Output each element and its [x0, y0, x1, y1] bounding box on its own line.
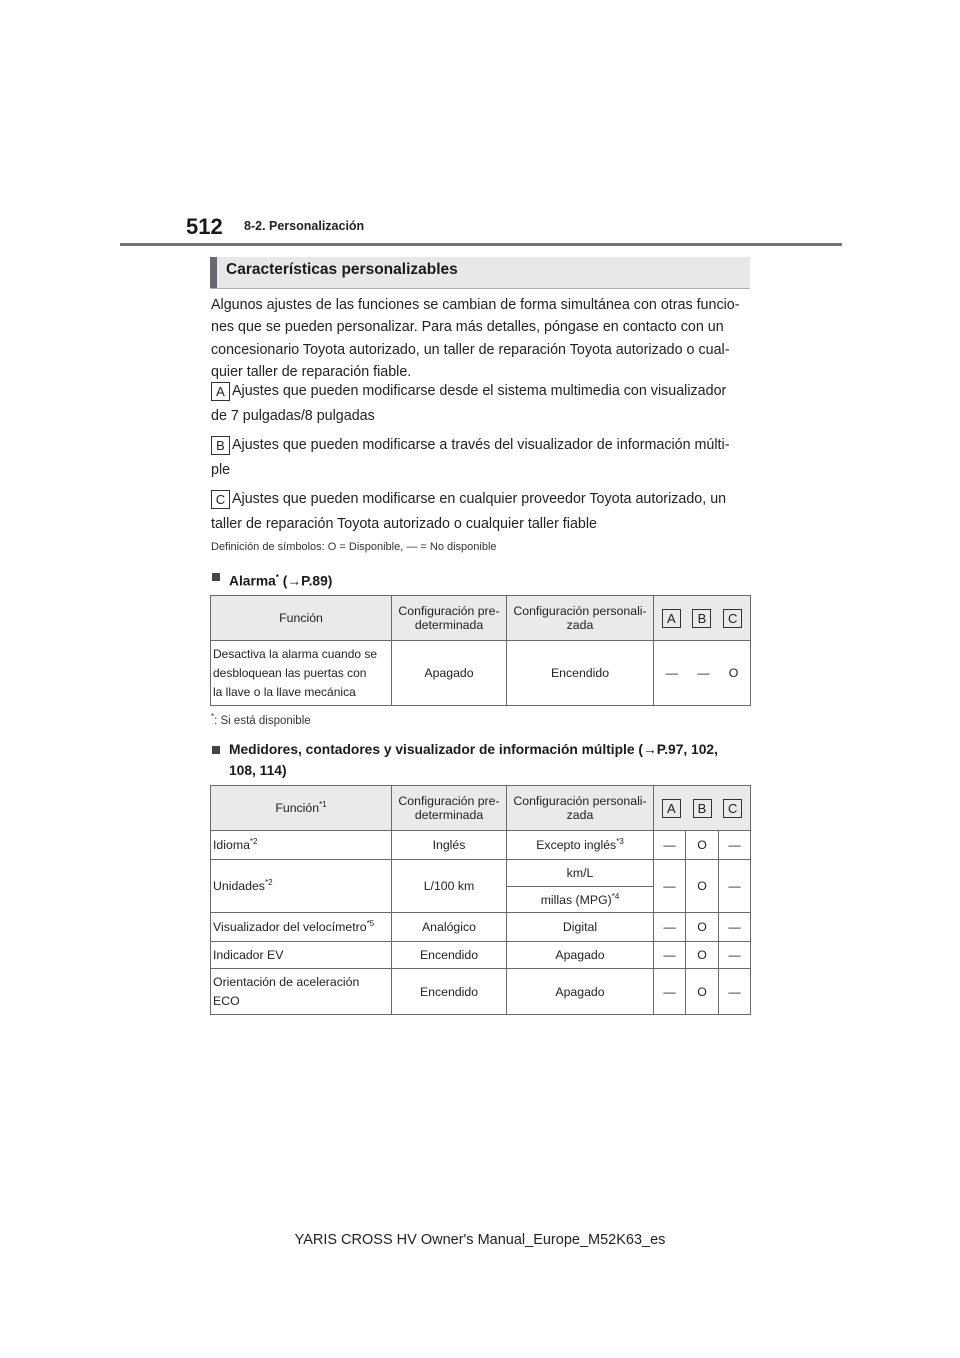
row-default: Apagado	[392, 641, 507, 706]
col-function: Función$^{*1}$	[211, 786, 392, 831]
col-abc: A B C	[654, 786, 751, 831]
alarm-title: Alarma* (→P.89)	[229, 573, 333, 589]
table-row: Visualizador del velocímetro$^{*5}$ Analógico Digital — O —	[211, 913, 751, 942]
meters-title: Medidores, contadores y visualizador de información múltiple (→P.97, 102, 108, 114)	[229, 742, 718, 778]
heading-bar	[210, 257, 217, 288]
row-function: Desactiva la alarma cuando se desbloquean las puertas con la llave o la llave mecánica	[211, 641, 392, 706]
footnote: *: Si está disponible	[211, 712, 311, 727]
heading-title: Características personalizables	[226, 261, 458, 278]
symbol-definition: Definición de símbolos: O = Disponible, — = No disponible	[211, 541, 497, 553]
legend-b-line1: Ajustes que pueden modificarse a través del visualizador de información múlti-	[232, 437, 730, 453]
intro-paragraph: Algunos ajustes de las funciones se cambian de forma simultánea con otras funcio-nes que se pueden personalizar. Para más detalles, póngase en contacto con un concesionario Toyota autorizado, un taller de reparación Toyota autorizado o cual-quier taller de reparación fiable.	[211, 297, 740, 380]
col-default: Configuración pre- determinada	[392, 596, 507, 641]
table-row: Indicador EV Encendido Apagado — O —	[211, 942, 751, 969]
bullet-square-icon	[212, 746, 220, 754]
col-abc: A B C	[654, 596, 751, 641]
col-default: Configuración pre- determinada	[392, 786, 507, 831]
legend-c-box: C	[211, 490, 230, 509]
col-custom: Configuración personali- zada	[507, 596, 654, 641]
table-row: Orientación de aceleración ECO Encendido Apagado — O —	[211, 969, 751, 1015]
table-row: millas (MPG)$^{*4}$	[211, 887, 751, 913]
page-number: 512	[186, 214, 223, 239]
legend-a-line2: de 7 pulgadas/8 pulgadas	[211, 408, 375, 424]
bullet-square-icon	[212, 573, 220, 581]
col-custom: Configuración personali- zada	[507, 786, 654, 831]
row-abc: — — O	[654, 641, 751, 706]
table-row: Idioma$^{*2}$ Inglés Excepto inglés$^{*3}$ — O —	[211, 831, 751, 860]
legend-a-line1: Ajustes que pueden modificarse desde el sistema multimedia con visualizador	[232, 383, 727, 399]
alarm-table	[210, 595, 751, 706]
table-row	[211, 641, 751, 706]
meters-table	[210, 785, 751, 1015]
legend-c-line2: taller de reparación Toyota autorizado o cualquier taller fiable	[211, 516, 597, 532]
row-custom: Encendido	[507, 641, 654, 706]
table-row: Unidades$^{*2}$ L/100 km km/L — O —	[211, 860, 751, 887]
legend-c-line1: Ajustes que pueden modificarse en cualquier proveedor Toyota autorizado, un	[232, 491, 727, 507]
legend-b-box: B	[211, 436, 230, 455]
header-rule	[120, 243, 842, 246]
col-function: Función	[211, 596, 392, 641]
legend-b-line2: ple	[211, 462, 231, 478]
page-footer: YARIS CROSS HV Owner's Manual_Europe_M52K63_es	[294, 1232, 666, 1248]
section-title: 8-2. Personalización	[244, 219, 365, 233]
legend-a-box: A	[211, 382, 230, 401]
